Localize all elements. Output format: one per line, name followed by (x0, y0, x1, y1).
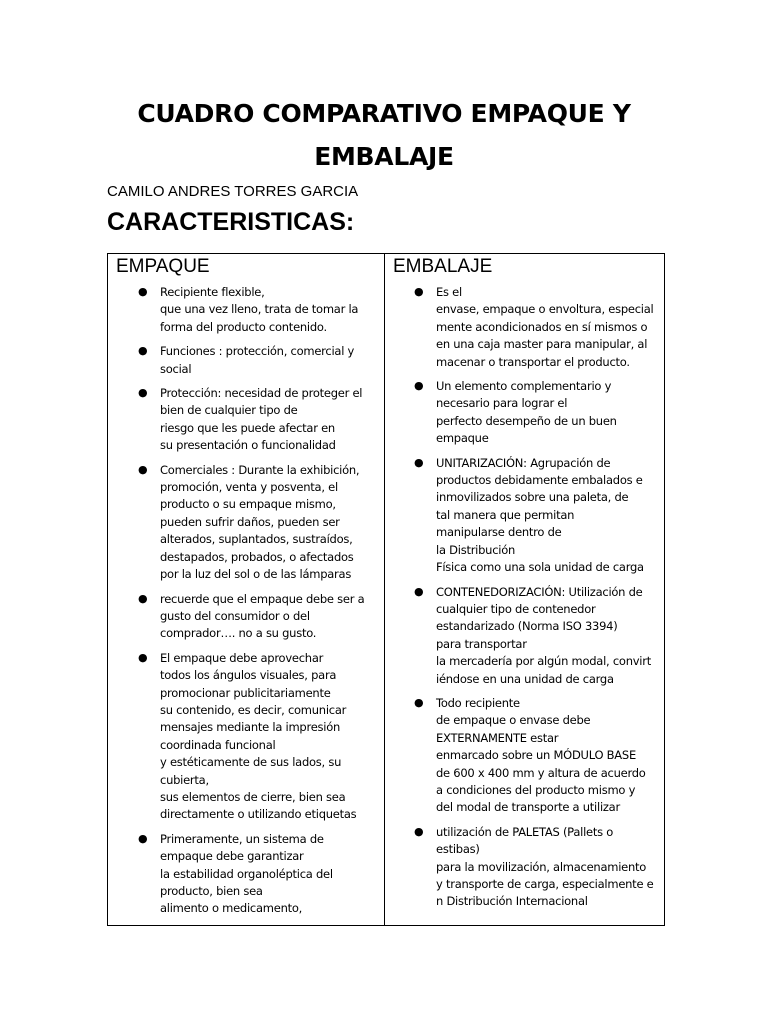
list-item-text: El empaque debe aprovechar todos los ángulos visuales, para promocionar publicitariamente su contenido, es decir, comunicar mensajes mediante la impresión coordinada funcional y estéticamente de sus lados, su cubierta, sus elementos de cierre, bien sea directamente o utilizando etiquetas (160, 650, 357, 822)
bullet-icon: ● (414, 285, 424, 298)
bullet-icon: ● (414, 584, 424, 598)
embalaje-list (385, 284, 664, 911)
list-item (108, 831, 384, 918)
column-header-empaque: EMPAQUE (116, 256, 210, 277)
bullet-icon: ● (138, 462, 148, 476)
list-item (108, 591, 384, 643)
list-item-text: CONTENEDORIZACIÓN: Utilización de cualquier tipo de contenedor estandarizado (Norma ISO 3394) para transportar la mercadería por algún modal, convirt iéndose en una unidad de carga (436, 584, 651, 686)
bullet-icon: ● (138, 386, 148, 400)
list-item-text: Funciones : protección, comercial y social (160, 344, 355, 376)
bullet-icon: ● (414, 824, 424, 838)
list-item-text: Un elemento complementario y necesario para lograr el perfecto desempeño de un buen empaque (436, 379, 617, 446)
column-empaque (108, 254, 385, 926)
section-heading: CARACTERISTICAS: (107, 208, 355, 236)
list-item-text: UNITARIZACIÓN: Agrupación de productos debidamente embalados e inmovilizados sobre una paleta, de tal manera que permitan manipularse dentro de la Distribución Física como una sola unidad de carga (436, 455, 644, 575)
list-item (108, 462, 384, 584)
title-line-2: EMBALAJE (314, 142, 454, 171)
column-embalaje (385, 254, 665, 926)
list-item-text: utilización de PALETAS (Pallets o estibas) para la movilización, almacenamiento y transporte de carga, especialmente e n Distribución Internacional (436, 824, 654, 909)
empaque-list (108, 284, 384, 918)
list-item (385, 584, 664, 688)
table-row (108, 254, 665, 926)
list-item (108, 343, 384, 378)
title-line-1: CUADRO COMPARATIVO EMPAQUE Y (137, 99, 631, 128)
list-item (385, 824, 664, 911)
comparison-table (107, 253, 665, 926)
bullet-icon: ● (138, 285, 148, 298)
bullet-icon: ● (138, 344, 148, 358)
list-item-text: Comerciales : Durante la exhibición, promoción, venta y posventa, el producto o su empaque mismo, pueden sufrir daños, pueden ser alterados, suplantados, sustraídos, destapados, probados, o afectados por la luz del sol o de las lámparas (160, 462, 360, 582)
column-header-embalaje: EMBALAJE (393, 256, 493, 277)
list-item-text: Todo recipiente de empaque o envase debe EXTERNAMENTE estar enmarcado sobre un MÓDULO BASE de 600 x 400 mm y altura de acuerdo a condiciones del producto mismo y del modal de transporte a utilizar (436, 695, 646, 815)
list-item-text: Recipiente flexible, que una vez lleno, trata de tomar la forma del producto contenido. (160, 285, 359, 334)
list-item (108, 385, 384, 455)
list-item (385, 695, 664, 817)
document-title (0, 92, 768, 178)
author-name: CAMILO ANDRES TORRES GARCIA (107, 183, 359, 200)
list-item (108, 650, 384, 824)
bullet-icon: ● (138, 650, 148, 664)
bullet-icon: ● (138, 831, 148, 845)
list-item-text: Primeramente, un sistema de empaque debe garantizar la estabilidad organoléptica del producto, bien sea alimento o medicamento, (160, 831, 333, 916)
list-item (108, 284, 384, 336)
bullet-icon: ● (138, 591, 148, 605)
list-item-text: Protección: necesidad de proteger el bien de cualquier tipo de riesgo que les puede afectar en su presentación o funcionalidad (160, 386, 363, 453)
bullet-icon: ● (414, 695, 424, 709)
list-item (385, 378, 664, 448)
list-item (385, 284, 664, 371)
list-item (385, 455, 664, 577)
bullet-icon: ● (414, 455, 424, 469)
list-item-text: recuerde que el empaque debe ser a gusto del consumidor o del comprador…. no a su gusto. (160, 591, 365, 641)
list-item-text: Es el envase, empaque o envoltura, especial mente acondicionados en sí mismos o en una caja master para manipular, al macenar o transportar el producto. (436, 285, 654, 369)
bullet-icon: ● (414, 379, 424, 393)
